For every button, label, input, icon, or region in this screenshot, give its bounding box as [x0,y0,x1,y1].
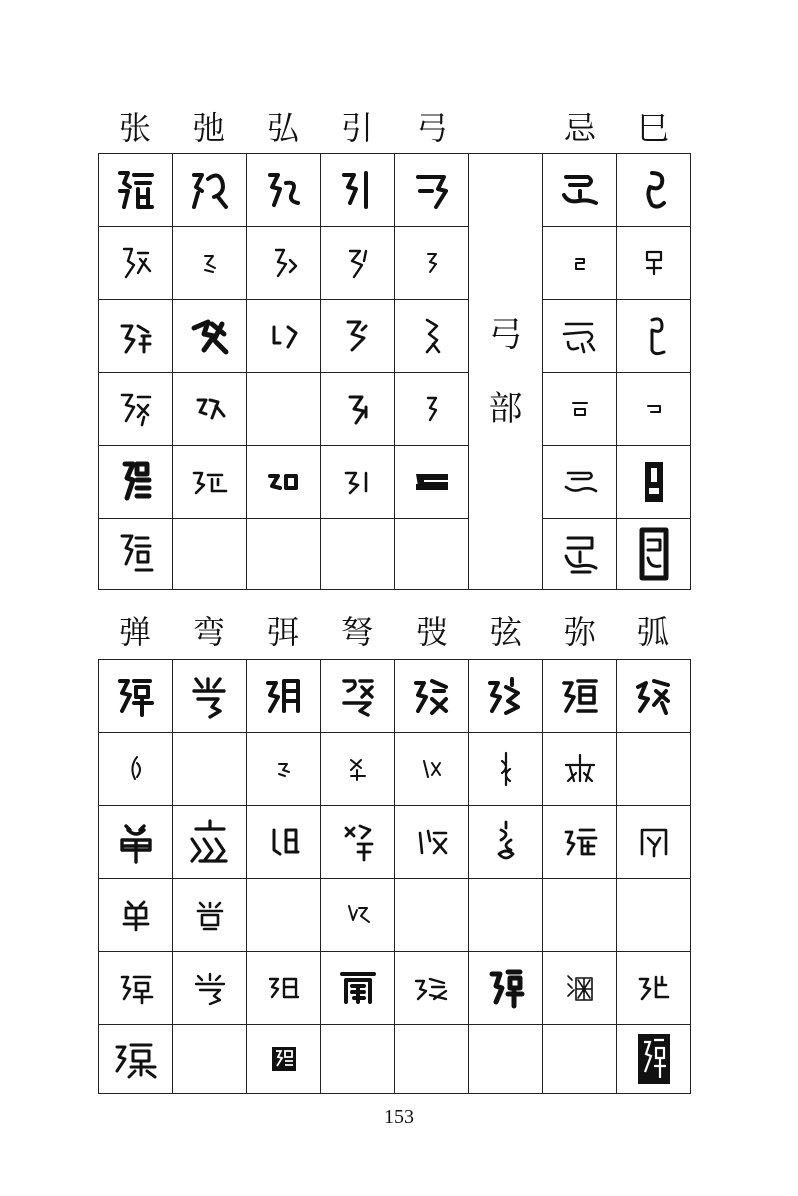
glyph-cell [99,660,173,733]
glyph-cell [99,154,173,227]
glyph-cell [617,806,691,879]
glyph-cell [247,1025,321,1094]
clerical-glyph [410,973,454,1003]
glyph-cell [173,519,247,590]
clerical-glyph [116,971,156,1005]
bronze-glyph [420,392,444,426]
bronze-glyph [560,751,600,787]
seal-glyph [111,1039,161,1079]
glyph-cell [469,952,543,1025]
bronze-glyph [125,753,147,785]
glyph-cell [543,879,617,952]
bronze-glyph [558,316,602,356]
glyph-cell [617,660,691,733]
bronze-glyph [634,822,674,862]
bronze-glyph [338,314,378,358]
glyph-cell [543,373,617,446]
radical-label-gong: 弓 [488,314,523,355]
glyph-cell [469,879,543,952]
clerical-glyph [486,966,526,1010]
glyph-cell [99,519,173,590]
bronze-glyph [343,754,373,784]
header-char-chi: 弛 [192,109,225,147]
glyph-cell [617,227,691,300]
bronze-glyph [340,243,376,283]
glyph-cell [173,806,247,879]
glyph-cell [617,154,691,227]
bronze-glyph [273,758,295,780]
glyph-cell [395,373,469,446]
seal-glyph [558,673,602,719]
glyph-cell [543,446,617,519]
glyph-cell [321,373,395,446]
radical-column [469,154,543,590]
clerical-glyph [338,465,378,499]
seal-glyph [262,167,306,213]
bronze-glyph [116,316,156,356]
glyph-cell [543,519,617,590]
glyph-cell [321,154,395,227]
bronze-glyph [118,896,154,934]
glyph-cell [99,879,173,952]
glyph-cell [173,446,247,519]
glyph-cell [395,446,469,519]
glyph-cell [173,952,247,1025]
glyph-cell [173,300,247,373]
radical-label-bu: 部 [488,388,523,429]
glyph-cell [321,519,395,590]
glyph-cell [321,952,395,1025]
clerical-glyph [641,458,667,506]
glyph-cell [395,300,469,373]
glyph-cell [543,227,617,300]
bronze-glyph [417,314,447,358]
header-char-xian: 弦 [489,613,522,651]
bottom-glyph-table [98,659,691,1094]
bronze-glyph [343,900,373,930]
glyph-cell [543,660,617,733]
seal-glyph [116,530,156,578]
seal-glyph [558,167,602,213]
top-glyph-table [98,153,691,590]
seal-glyph [188,673,232,719]
glyph-cell [321,806,395,879]
bronze-glyph [266,319,302,353]
header-char-yin: 引 [340,109,373,147]
header-char-zhang: 张 [118,109,151,147]
glyph-cell [321,879,395,952]
header-char-mi: 弭 [266,613,299,651]
header-char-si: 巳 [636,109,669,147]
seal-glyph [188,167,232,213]
glyph-cell [543,806,617,879]
glyph-cell [247,660,321,733]
glyph-cell [247,733,321,806]
glyph-cell [321,446,395,519]
glyph-cell [543,300,617,373]
glyph-cell [247,519,321,590]
glyph-cell [173,373,247,446]
bronze-glyph [338,820,378,864]
page-number: 153 [384,1106,414,1128]
glyph-cell [617,952,691,1025]
glyph-cell [617,300,691,373]
clerical-glyph [190,970,230,1006]
glyph-cell [247,154,321,227]
seal-glyph [636,526,672,582]
clerical-glyph [264,973,304,1003]
header-char-dan: 弹 [118,613,151,651]
glyph-cell [543,733,617,806]
glyph-cell [321,660,395,733]
glyph-cell [617,1025,691,1094]
bronze-glyph [491,818,521,866]
seal-glyph [336,673,380,719]
glyph-cell [469,1025,543,1094]
glyph-cell [543,1025,617,1094]
bronze-glyph [188,314,232,358]
bronze-glyph [496,749,516,789]
glyph-cell [395,879,469,952]
glyph-cell [99,373,173,446]
glyph-cell [99,300,173,373]
clerical-glyph [264,470,304,494]
clerical-glyph [188,465,232,499]
header-char-wan: 弯 [192,613,225,651]
glyph-cell [99,952,173,1025]
glyph-cell [469,733,543,806]
bronze-glyph [567,397,593,421]
seal-glyph [114,673,158,719]
seal-glyph [114,167,158,213]
glyph-cell [321,300,395,373]
bronze-glyph [420,248,444,278]
glyph-cell [469,660,543,733]
seal-glyph [484,673,528,719]
bronze-glyph [412,823,452,861]
header-char-hong: 弘 [266,109,299,147]
glyph-cell [395,952,469,1025]
glyph-cell [321,227,395,300]
glyph-cell [99,806,173,879]
seal-glyph [632,673,676,719]
header-char-hu: 弧 [636,613,669,651]
header-char-ji: 忌 [563,109,596,147]
glyph-cell [469,806,543,879]
seal-stamp-glyph [269,1044,299,1074]
glyph-cell [617,879,691,952]
glyph-cell [173,227,247,300]
seal-glyph [632,167,676,213]
seal-glyph [560,530,600,578]
clerical-glyph [336,968,380,1008]
glyph-cell [173,1025,247,1094]
glyph-cell [395,1025,469,1094]
glyph-cell [395,806,469,879]
clerical-glyph [119,458,153,506]
glyph-cell [173,154,247,227]
bronze-glyph [560,822,600,862]
clerical-glyph [562,970,598,1006]
glyph-cell [395,519,469,590]
glyph-cell [99,1025,173,1094]
glyph-cell [247,227,321,300]
bronze-glyph [639,246,669,280]
glyph-cell [321,733,395,806]
glyph-cell [99,227,173,300]
seal-glyph [336,167,380,213]
bronze-glyph [266,244,302,282]
glyph-cell [247,373,321,446]
header-char-gong: 弓 [415,109,448,147]
header-char-tao: 弢 [415,613,448,651]
glyph-cell [395,733,469,806]
bronze-glyph [340,389,376,429]
bronze-glyph [195,248,225,278]
bronze-glyph [636,312,672,360]
glyph-cell [395,660,469,733]
glyph-cell [173,660,247,733]
bronze-glyph [190,392,230,426]
glyph-cell [617,519,691,590]
glyph-cell [395,227,469,300]
seal-stamp-glyph [636,1032,672,1086]
clerical-glyph [560,467,600,497]
glyph-cell [543,154,617,227]
glyph-cell [99,733,173,806]
glyph-cell [395,154,469,227]
glyph-cell [617,733,691,806]
glyph-cell [247,806,321,879]
glyph-cell [543,952,617,1025]
bronze-glyph [570,253,590,273]
bronze-glyph [114,818,158,866]
glyph-cell [617,446,691,519]
bronze-glyph [418,755,446,783]
glyph-cell [173,879,247,952]
seal-glyph [410,167,454,213]
bronze-glyph [643,401,665,417]
glyph-cell [247,300,321,373]
glyph-cell [617,373,691,446]
clerical-glyph [634,971,674,1005]
glyph-cell [173,733,247,806]
bronze-glyph [116,387,156,431]
glyph-cell [247,446,321,519]
header-char-nu: 弩 [340,613,373,651]
clerical-glyph [410,470,454,494]
glyph-cell [99,446,173,519]
seal-glyph [410,673,454,719]
bronze-glyph [264,822,304,862]
header-char-mi2: 弥 [563,613,596,651]
bronze-glyph [186,817,234,867]
bronze-glyph [116,243,156,283]
seal-glyph [262,673,306,719]
glyph-cell [321,1025,395,1094]
bronze-glyph [192,897,228,933]
glyph-cell [247,952,321,1025]
glyph-cell [247,879,321,952]
